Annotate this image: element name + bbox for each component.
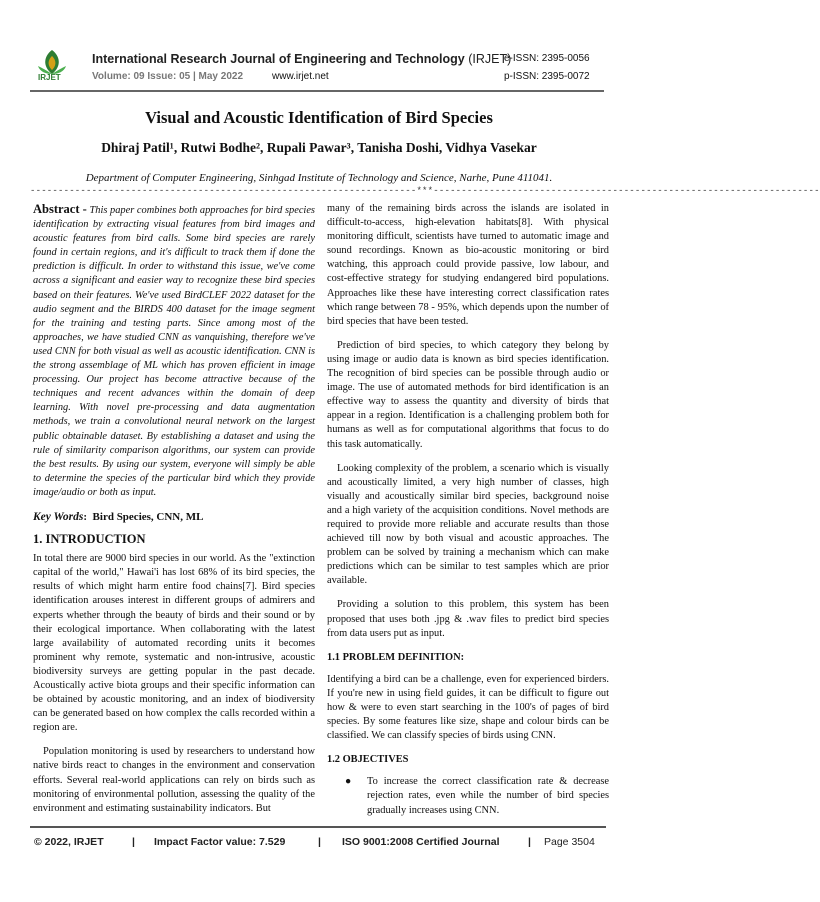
volume-issue: Volume: 09 Issue: 05 | May 2022: [92, 71, 244, 82]
left-column: [33, 202, 315, 826]
abstract-label: Abstract -: [33, 202, 87, 216]
intro-paragraph: In total there are 9000 bird species in our world. As the "extinction capital of the world," Hawai'i has lost 68% of its bird species, the results of which might harm entire food chains[7]. Bird species identification arouses interest in different groups of admirers and experts whether through the beauty of birds and their sound or by their ecological importance. When collaborating with the latest large availability of automated recording units it becomes prominent why remote, systematic and non-intrusive, acoustic biodiversity surveys are getting popular in the past decade. Acoustically active biota groups and their specific information can be obtained by acoustic monitoring, and an index of biodiversity can be generated based on how complex the calls recorded within a region are.: [33, 553, 315, 734]
header-divider: [30, 90, 604, 92]
footer-separator: |: [132, 836, 135, 848]
keywords-label: Key Words: [33, 510, 84, 523]
problem-definition-text: Identifying a bird can be a challenge, even for experienced birders. If you're new in using field guides, it can be difficult to figure out how & were to even start searching in the 100's of pages of bird species. By some features like size, shape and colour birds can be classified. We can classify species of birds using CNN.: [327, 673, 609, 742]
footer-separator: |: [318, 836, 321, 848]
footer-iso: ISO 9001:2008 Certified Journal: [342, 836, 500, 848]
paper-authors: Dhiraj Patil¹, Rutwi Bodhe², Rupali Pawar³, Tanisha Doshi, Vidhya Vasekar: [101, 140, 537, 155]
body-paragraph: Prediction of bird species, to which category they belong by using image or audio data is known as bird species identification. The recognition of bird species can be possible through audio or image. The use of automated methods for bird identification is an effective way to assess the quantity and diversity of birds that appear in a region. Identification is a challenging problem both for humans as well as for computational algorithms that focus to do this task automatically.: [327, 339, 609, 450]
website-link[interactable]: www.irjet.net: [272, 71, 329, 82]
footer-copyright: © 2022, IRJET: [34, 836, 104, 848]
logo-text: IRJET: [38, 73, 61, 82]
list-item: ● To increase the correct classification rate & decrease rejection rates, even while the number of bird species gradually increases using CNN.: [345, 776, 609, 816]
paper-title: Visual and Acoustic Identification of Bird Species: [145, 108, 493, 127]
footer-divider: [30, 826, 606, 828]
subsection-heading-objectives: 1.2 OBJECTIVES: [327, 754, 409, 766]
journal-title: International Research Journal of Engineering and Technology (IRJET): [92, 52, 512, 66]
keywords-value: Bird Species, CNN, ML: [92, 510, 204, 523]
body-paragraph: many of the remaining birds across the islands are isolated in difficult-to-access, high-elevation habitats[8]. With physical monitoring difficult, scientists have turned to automatic image and sound recordings. Known as bio-acoustic monitoring or bird watching, this approach could provide passive, low labour, and cost-effective strategy for studying endangered bird populations. Approaches like these have interesting correct classification rates which range between 78 - 95%, which depends upon the number of bird species that have been tested.: [327, 203, 609, 327]
intro-paragraph: Population monitoring is used by researchers to understand how native birds react to changes in the environment and conservation efforts. Several real-world applications can rely on birds such as monitoring of environmental pollution, assessing the quality of the environment and estimating sustainability indicators. But: [33, 746, 315, 814]
section-heading-introduction: 1. INTRODUCTION: [33, 532, 146, 547]
body-paragraph: Looking complexity of the problem, a scenario which is visually and acoustically limited, a very high number of classes, high visually and acoustically similar bird species, background noise and a high variety of the acquisition conditions. Novel methods are required to provide more reliable and accurate results than those achieved till now by both visual and acoustic approaches. The problem can be solved by training a mechanism which can make predictions which can be similar to test samples which are prior available.: [327, 462, 609, 587]
footer-impact-factor: Impact Factor value: 7.529: [154, 836, 286, 848]
pissn: p-ISSN: 2395-0072: [504, 71, 590, 82]
abstract-text: This paper combines both approaches for bird species identification by extracting visual features from bird images and acoustic features from bird calls. Some bird species are rarely found in certain regions, and it's difficult to track them if done the prediction is difficult. In order to withstand this issue, we've come across a significant and easier way to recognize these bird species based on their features. We've used BirdCLEF 2022 dataset for the audio segment and the BIRDS 400 dataset for the image segment for the training and testing parts. Since among most of the approaches, we have studied CNN as vanquishing, therefore we've used CNN for both visual as well as acoustic identification. CNN is the strong assemblage of ML which has proven efficient in image processing. Our project has become attractive because of the techniques and recent advances within the domain of deep learning. With novel pre-processing and data augmentation methods, we train a convolutional neural network on the largest public obtainable dataset. By establishing a dataset and using the rule of similarity comparison algorithms, our system can provide the best results. By using our system, everyone will simply be able to determine the species of the particular bird which they provide image/audio or both as input.: [33, 205, 315, 498]
right-column: [327, 202, 609, 818]
footer-page-number: Page 3504: [544, 836, 595, 848]
body-paragraph: Providing a solution to this problem, this system has been proposed that uses both .jpg & .wav files to predict bird species from data users put as input.: [327, 599, 609, 639]
objectives-list: [327, 775, 609, 817]
subsection-heading-problem-definition: 1.1 PROBLEM DEFINITION:: [327, 651, 465, 663]
bullet-icon: ●: [345, 776, 352, 788]
journal-header: [0, 0, 638, 92]
separator-line: ---------------------------------------------------------------------***---------------------------------------------------------------------: [30, 186, 820, 196]
footer-separator: |: [528, 836, 531, 848]
eissn: e-ISSN: 2395-0056: [504, 53, 590, 64]
abstract: [33, 202, 315, 500]
paper-affiliation: Department of Computer Engineering, Sinhgad Institute of Technology and Science, Narhe, Pune 411041.: [85, 172, 553, 184]
irjet-logo: [34, 46, 70, 92]
keywords: Key Words: Bird Species, CNN, ML: [33, 510, 204, 523]
